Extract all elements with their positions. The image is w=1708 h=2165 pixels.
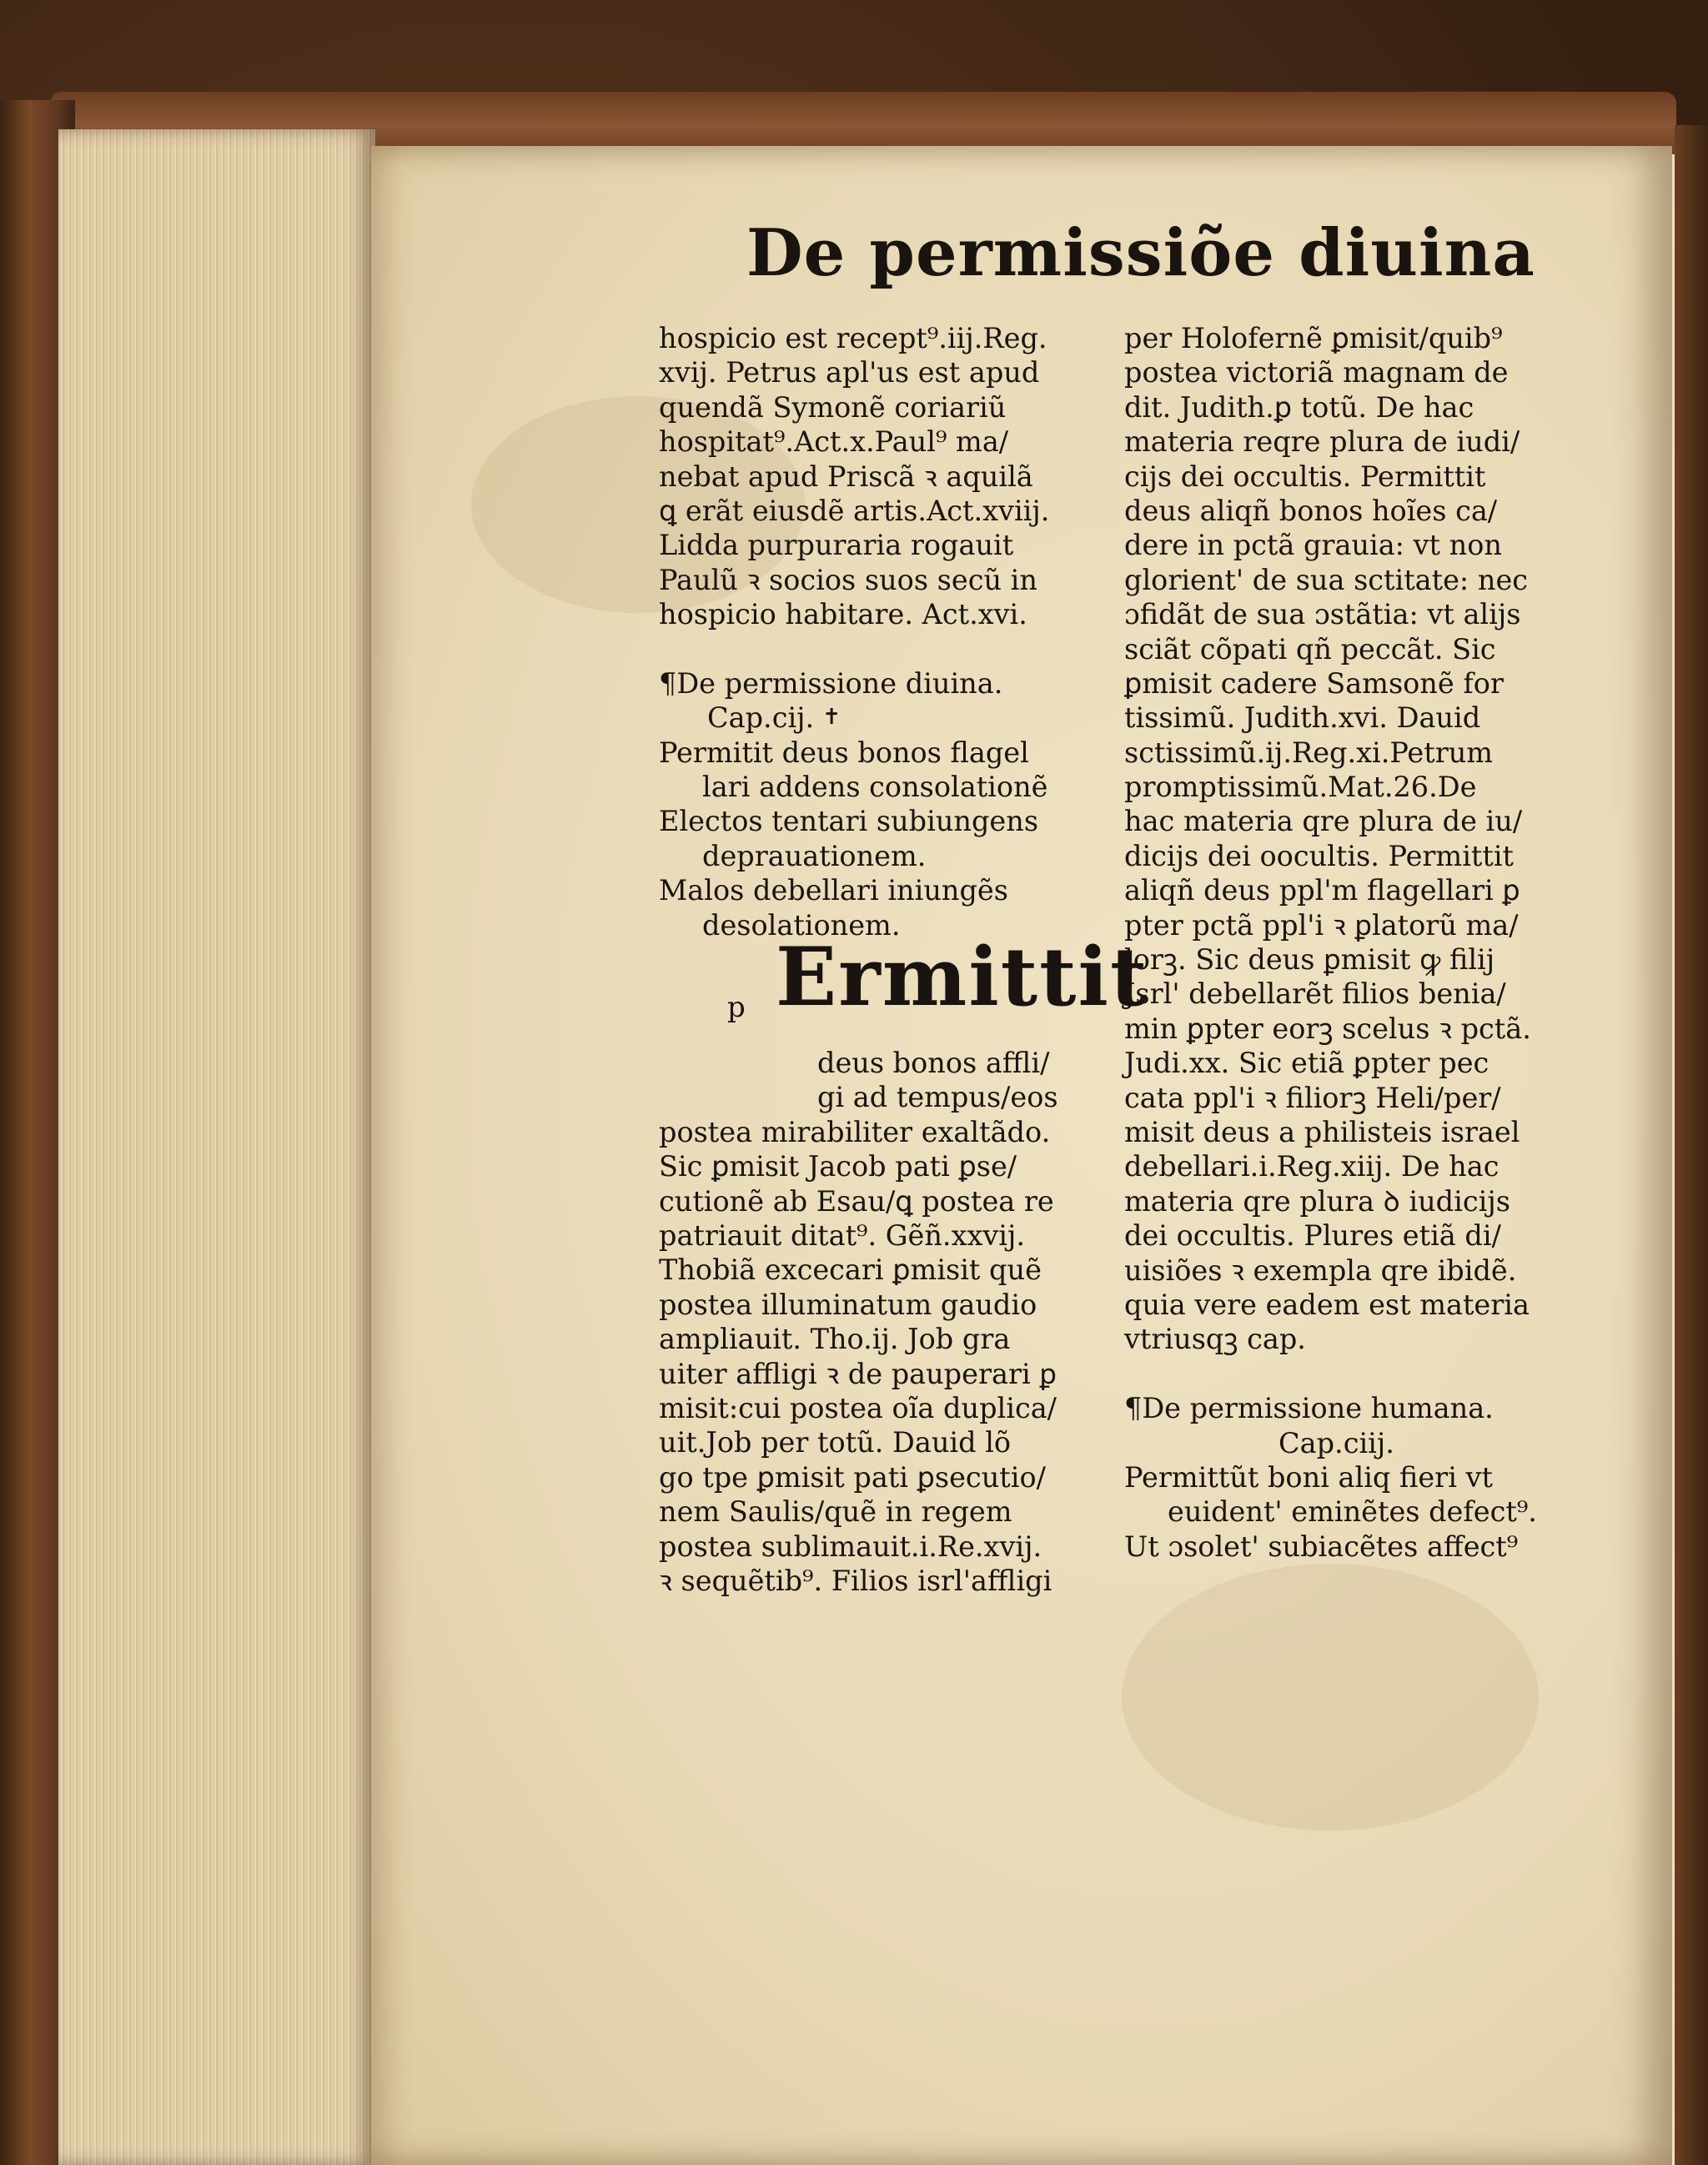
- verse-line: euident' eminẽtes defect⁹.: [1168, 1495, 1537, 1529]
- left-column: [659, 321, 1149, 1598]
- verse-line: Permitit deus bonos flagel: [659, 736, 1029, 769]
- text-line: hospitat⁹.Act.x.Paul⁹ ma/: [659, 425, 1009, 459]
- text-line: misit:cui postea oĩa duplica/: [659, 1391, 1057, 1424]
- chapter-heading: ¶De permissione diuina.: [659, 666, 1003, 700]
- text-line: promptissimũ.Mat.26.De: [1124, 771, 1477, 804]
- text-line: uisiões ꝛ exempla qre ibidẽ.: [1124, 1253, 1517, 1287]
- text-line: Paulũ ꝛ socios suos secũ in: [659, 563, 1037, 596]
- verse-line: Electos tentari subiungens: [659, 805, 1039, 838]
- text-line: ꝛ sequẽtib⁹. Filios isrl'affligi: [659, 1564, 1052, 1597]
- text-line: Jsrl' debellarẽt filios benia/: [1124, 977, 1506, 1011]
- chapter-number: Cap.cij.: [707, 701, 815, 735]
- text-line: quendã Symonẽ coriariũ: [659, 390, 1007, 424]
- chapter-number: Cap.ciij.: [1278, 1426, 1394, 1459]
- chapter-mark: ✝: [822, 705, 841, 731]
- text-line: aliqñ deus ppl'm flagellari ꝑ: [1124, 874, 1520, 907]
- text-line: per Holofernẽ ꝑmisit/quib⁹: [1124, 322, 1503, 354]
- text-line: dit. Judith.ꝑ totũ. De hac: [1124, 390, 1474, 424]
- paper-stain: [1122, 1564, 1539, 1831]
- text-line: materia qre plura ꝺ iudicijs: [1124, 1184, 1510, 1218]
- text-line: cijs dei occultis. Permittit: [1124, 460, 1486, 493]
- text-line: go tpe ꝑmisit pati ꝑsecutio/: [659, 1460, 1046, 1494]
- text-line: hospicio est recept⁹.iij.Reg.: [659, 322, 1047, 354]
- text-line: patriauit ditat⁹. Gẽñ.xxvij.: [659, 1218, 1026, 1252]
- verse-line: Ut ɔsolet' subiacẽtes affect⁹: [1124, 1530, 1519, 1563]
- text-line: lorꝫ. Sic deus ꝑmisit ꝙ filij: [1124, 943, 1495, 977]
- text-line: xvij. Petrus apl'us est apud: [659, 356, 1040, 389]
- text-line: Sic ꝑmisit Jacob pati ꝑse/: [659, 1150, 1017, 1183]
- initial-word: Ermittit: [776, 930, 1149, 1025]
- text-line: ꝗ erãt eiusdẽ artis.Act.xviij.: [659, 494, 1050, 527]
- verse-line: deprauationem.: [702, 839, 927, 872]
- text-line: postea illuminatum gaudio: [659, 1288, 1037, 1321]
- text-line: pter pctã ppl'i ꝛ ꝑlatorũ ma/: [1124, 908, 1519, 942]
- text-line: Thobiã excecari ꝑmisit quẽ: [659, 1253, 1042, 1287]
- text-line: hac materia qre plura de iu/: [1124, 805, 1523, 838]
- text-line: glorient' de sua sctitate: nec: [1124, 563, 1529, 596]
- text-line: sctissimũ.ij.Reg.xi.Petrum: [1124, 736, 1494, 769]
- text-line: uiter affligi ꝛ de pauperari ꝑ: [659, 1357, 1057, 1390]
- text-line: dicijs dei oocultis. Permittit: [1124, 839, 1515, 872]
- text-line: postea victoriã magnam de: [1124, 356, 1509, 389]
- text-line: quia vere eadem est materia: [1124, 1288, 1530, 1321]
- chapter-heading: ¶De permissione humana.: [1124, 1392, 1494, 1425]
- text-line: Lidda purpuraria rogauit: [659, 529, 1014, 562]
- initial-letter: p: [727, 991, 746, 1025]
- text-line: sciãt cõpati qñ peccãt. Sic: [1124, 632, 1496, 666]
- page-block-edges: [58, 129, 375, 2165]
- text-line: uit.Job per totũ. Dauid lõ: [659, 1426, 1012, 1459]
- chapter-number-line: [659, 701, 1109, 735]
- text-line: postea mirabiliter exaltãdo.: [659, 1115, 1051, 1148]
- text-line: deus bonos affli/: [817, 1047, 1050, 1080]
- leather-cover-right: [1675, 125, 1708, 2165]
- verse-line: Permittũt boni aliq fieri vt: [1124, 1460, 1493, 1494]
- right-column: [1124, 321, 1575, 1564]
- text-line: cutionẽ ab Esau/ꝗ postea re: [659, 1184, 1054, 1218]
- text-line: dei occultis. Plures etiã di/: [1124, 1219, 1501, 1253]
- decorated-initial-block: [659, 930, 1149, 1046]
- text-line: debellari.i.Reg.xiij. De hac: [1124, 1150, 1500, 1183]
- text-line: ɔfidãt de sua ɔstãtia: vt alijs: [1124, 598, 1521, 631]
- text-line: ꝑmisit cadere Samsonẽ for: [1124, 666, 1504, 700]
- verse-line: Malos debellari iniungẽs: [659, 874, 1008, 907]
- text-line: misit deus a philisteis israel: [1124, 1115, 1520, 1148]
- text-line: cata ppl'i ꝛ filiorꝫ Heli/per/: [1124, 1081, 1501, 1114]
- text-line: dere in pctã grauia: vt non: [1124, 529, 1502, 562]
- text-line: nebat apud Priscã ꝛ aquilã: [659, 460, 1033, 493]
- text-line: hospicio habitare. Act.xvi.: [659, 598, 1027, 631]
- text-line: deus aliqñ bonos hoĩes ca/: [1124, 494, 1498, 527]
- text-line: vtriusqꝫ cap.: [1124, 1323, 1306, 1356]
- verse-line: desolationem.: [702, 908, 901, 942]
- text-line: Judi.xx. Sic etiã ꝑpter pec: [1124, 1047, 1489, 1080]
- text-line: materia reqre plura de iudi/: [1124, 425, 1520, 459]
- text-line: ampliauit. Tho.ij. Job gra: [659, 1323, 1011, 1356]
- text-line: min ꝑpter eorꝫ scelus ꝛ pctã.: [1124, 1012, 1531, 1045]
- text-line: gi ad tempus/eos: [817, 1081, 1058, 1114]
- text-line: nem Saulis/quẽ in regem: [659, 1495, 1012, 1529]
- running-head: De permissiõe diuina: [746, 215, 1535, 291]
- text-line: postea sublimauit.i.Re.xvij.: [659, 1530, 1042, 1563]
- verse-line: lari addens consolationẽ: [702, 771, 1048, 804]
- text-line: tissimũ. Judith.xvi. Dauid: [1124, 701, 1481, 735]
